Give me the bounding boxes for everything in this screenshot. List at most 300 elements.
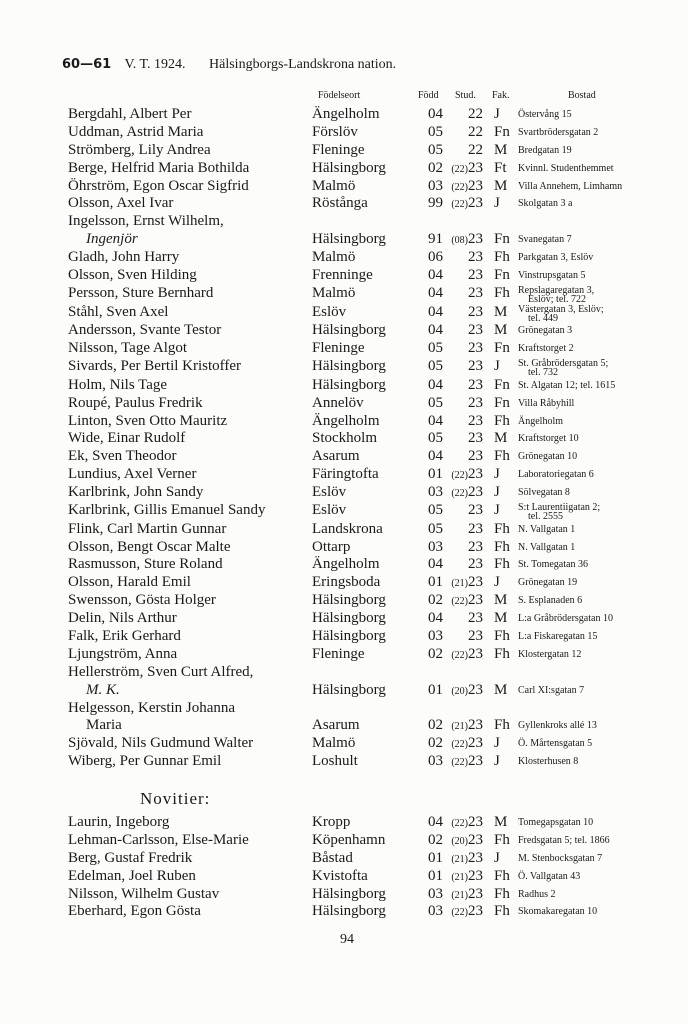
address <box>518 448 577 466</box>
address <box>518 484 570 502</box>
faculty: J <box>494 735 500 752</box>
birthplace: Hälsingborg <box>312 376 386 393</box>
study-year <box>445 195 483 214</box>
study-year-value: 23 <box>468 814 483 830</box>
birth-year: 05 <box>428 358 443 375</box>
student-name: Holm, Nils Tage <box>68 376 168 393</box>
list-item <box>62 814 682 832</box>
list-item <box>62 521 682 539</box>
address-line-2: tel. 449 <box>528 312 558 324</box>
birthplace: Hälsingborg <box>312 681 386 698</box>
address-line: St. Algatan 12; tel. 1615 <box>518 379 616 391</box>
study-year <box>445 814 483 833</box>
student-name: Linton, Sven Otto Mauritz <box>68 412 228 429</box>
student-name: Edelman, Joel Ruben <box>68 867 196 884</box>
faculty: Fh <box>494 831 510 848</box>
address <box>518 178 622 196</box>
list-item <box>62 213 682 231</box>
birthplace: Kvistofta <box>312 867 368 884</box>
list-item <box>62 322 682 340</box>
faculty: M <box>494 814 508 830</box>
student-name: Maria <box>86 717 122 734</box>
list-item <box>62 466 682 484</box>
address-line: N. Vallgatan 1 <box>518 523 576 535</box>
address <box>518 628 597 646</box>
list-item <box>62 413 682 431</box>
student-name: Ingelsson, Ernst Wilhelm, <box>68 213 224 230</box>
prior-study-year: (21) <box>451 578 468 590</box>
address-line: St. Tomegatan 36 <box>518 559 588 571</box>
student-name: Lundius, Axel Verner <box>68 466 197 483</box>
address <box>518 868 580 886</box>
birth-year: 04 <box>428 106 443 122</box>
birthplace: Annelöv <box>312 394 364 411</box>
study-year <box>445 868 483 887</box>
faculty: M <box>494 322 508 339</box>
student-name: Wide, Einar Rudolf <box>68 430 186 447</box>
column-header-studies: Stud. <box>455 90 476 101</box>
faculty: M <box>494 610 508 627</box>
list-item <box>62 903 682 921</box>
birthplace: Hälsingborg <box>312 592 386 609</box>
birth-year: 05 <box>428 123 443 140</box>
address <box>518 231 572 249</box>
study-year-value: 23 <box>468 249 483 266</box>
faculty: Fn <box>494 267 510 284</box>
birthplace: Frenninge <box>312 267 373 284</box>
study-year-value: 23 <box>468 628 483 645</box>
faculty: Fh <box>494 538 510 555</box>
faculty: Fh <box>494 556 510 573</box>
birth-year: 04 <box>428 284 443 301</box>
study-year-value: 23 <box>468 831 483 848</box>
study-year <box>445 628 483 647</box>
address <box>518 814 593 832</box>
birthplace: Asarum <box>312 717 360 734</box>
prior-study-year: (22) <box>451 181 468 193</box>
address-line: Fredsgatan 5; tel. 1866 <box>518 834 610 846</box>
student-name: Persson, Sture Bernhard <box>68 284 214 301</box>
student-name: Andersson, Svante Testor <box>68 322 222 339</box>
address-line: Vinstrupsgatan 5 <box>518 270 586 282</box>
birthplace: Hälsingborg <box>312 610 386 627</box>
study-year <box>445 886 483 905</box>
birth-year: 05 <box>428 394 443 411</box>
birthplace: Färingtofta <box>312 466 379 483</box>
faculty: J <box>494 849 500 866</box>
birthplace: Malmö <box>312 284 356 301</box>
list-item <box>62 664 682 682</box>
study-year <box>445 556 483 575</box>
study-year <box>445 521 483 540</box>
student-name: Uddman, Astrid Maria <box>68 123 204 140</box>
study-year-value: 23 <box>468 501 483 518</box>
birthplace: Köpenhamn <box>312 831 386 848</box>
address <box>518 832 610 850</box>
birth-year: 04 <box>428 267 443 284</box>
student-name: Ståhl, Sven Axel <box>68 303 169 320</box>
student-name: Hellerström, Sven Curt Alfred, <box>68 663 254 680</box>
nation-title: Hälsingborgs-Landskrona nation. <box>209 57 397 72</box>
student-name: Nilsson, Wilhelm Gustav <box>68 885 220 902</box>
student-name: Olsson, Bengt Oscar Malte <box>68 538 231 555</box>
student-name: Sjövald, Nils Gudmund Walter <box>68 735 254 752</box>
address-line: Bredgatan 19 <box>518 144 572 156</box>
birthplace: Ängelholm <box>312 412 380 429</box>
faculty: J <box>494 106 500 122</box>
student-name: Gladh, John Harry <box>68 249 180 266</box>
birth-year: 04 <box>428 412 443 429</box>
birthplace: Fleninge <box>312 340 365 357</box>
faculty: J <box>494 358 500 375</box>
address-line: Villa Annehem, Limhamn <box>518 180 623 192</box>
study-year <box>445 484 483 503</box>
birth-year: 05 <box>428 141 443 158</box>
address-line: Kraftstorget 2 <box>518 343 574 355</box>
address-line: Skolgatan 3 a <box>518 198 573 210</box>
faculty: Fh <box>494 645 510 662</box>
column-header-address: Bostad <box>568 90 596 101</box>
list-item <box>62 231 682 249</box>
birth-year: 99 <box>428 195 443 212</box>
address-line: Ängelholm <box>518 415 563 427</box>
address-line-2: tel. 732 <box>528 367 558 379</box>
study-year-value: 23 <box>468 267 483 284</box>
address-line: Svanegatan 7 <box>518 234 572 246</box>
address-line: Sölvegatan 8 <box>518 487 570 499</box>
address-line: S:t Laurentiigatan 2; <box>518 501 601 513</box>
study-year <box>445 142 483 161</box>
list-item <box>62 717 682 735</box>
address <box>518 521 575 539</box>
address <box>518 340 574 358</box>
faculty: Fn <box>494 123 510 140</box>
list-item <box>62 249 682 267</box>
list-item <box>62 142 682 160</box>
list-item <box>62 886 682 904</box>
faculty: Fh <box>494 249 510 266</box>
study-year <box>445 178 483 197</box>
address-line: N. Vallgatan 1 <box>518 541 576 553</box>
prior-study-year: (21) <box>451 721 468 733</box>
address <box>518 753 578 771</box>
student-name: Karlbrink, John Sandy <box>68 484 204 501</box>
list-item <box>62 106 682 124</box>
student-name: Berge, Helfrid Maria Bothilda <box>68 159 250 176</box>
address-line-2: tel. 2555 <box>528 510 563 522</box>
address <box>518 682 584 700</box>
birth-year: 04 <box>428 814 443 830</box>
address <box>518 735 592 753</box>
address <box>518 574 577 592</box>
study-year-value: 23 <box>468 394 483 411</box>
birth-year: 01 <box>428 574 443 591</box>
study-year-value: 22 <box>468 123 483 140</box>
study-year <box>445 430 483 449</box>
prior-study-year: (20) <box>451 685 468 697</box>
student-name: Eberhard, Egon Gösta <box>68 903 201 920</box>
birthplace: Malmö <box>312 735 356 752</box>
list-item <box>62 682 682 700</box>
address <box>518 249 593 267</box>
prior-study-year: (22) <box>451 163 468 175</box>
member-list <box>62 106 682 771</box>
study-year <box>445 735 483 754</box>
list-item <box>62 753 682 771</box>
study-year-value: 23 <box>468 466 483 483</box>
study-year <box>445 753 483 772</box>
address-line: Östervång 15 <box>518 109 572 120</box>
address <box>518 195 572 213</box>
birthplace: Ängelholm <box>312 106 380 122</box>
study-year <box>445 413 483 432</box>
faculty: Fh <box>494 628 510 645</box>
list-item <box>62 267 682 285</box>
birthplace: Asarum <box>312 448 360 465</box>
study-year <box>445 358 483 377</box>
list-item <box>62 700 682 718</box>
study-year <box>445 646 483 665</box>
birth-year: 04 <box>428 448 443 465</box>
faculty: J <box>494 195 500 212</box>
student-name: Nilsson, Tage Algot <box>68 340 188 357</box>
birthplace: Landskrona <box>312 520 383 537</box>
study-year <box>445 160 483 179</box>
study-year <box>445 502 483 521</box>
student-name: Öhrström, Egon Oscar Sigfrid <box>68 177 249 194</box>
prior-study-year: (22) <box>451 739 468 751</box>
birth-year: 05 <box>428 430 443 447</box>
study-year-value: 23 <box>468 284 483 301</box>
address-line: S. Esplanaden 6 <box>518 595 583 607</box>
address-line: Svartbrödersgatan 2 <box>518 126 599 138</box>
birth-year: 02 <box>428 717 443 734</box>
faculty: Fh <box>494 448 510 465</box>
birthplace: Hälsingborg <box>312 322 386 339</box>
prior-study-year: (22) <box>451 649 468 661</box>
birthplace: Hälsingborg <box>312 159 386 176</box>
study-year-value: 23 <box>468 484 483 501</box>
list-item <box>62 160 682 178</box>
address <box>518 359 608 377</box>
birthplace: Förslöv <box>312 123 358 140</box>
page-range: 60—61 <box>62 57 112 72</box>
birthplace: Stockholm <box>312 430 378 447</box>
faculty: Fh <box>494 885 510 902</box>
faculty: M <box>494 303 508 320</box>
student-name: Olsson, Harald Emil <box>68 574 191 591</box>
faculty: M <box>494 430 508 447</box>
address <box>518 466 594 484</box>
study-year <box>445 682 483 701</box>
birthplace: Fleninge <box>312 141 365 158</box>
birthplace: Eslöv <box>312 484 347 501</box>
section-title-novitier: Novitier: <box>140 789 211 808</box>
faculty: J <box>494 501 500 518</box>
prior-study-year: (22) <box>451 818 468 829</box>
study-year-value: 23 <box>468 610 483 627</box>
study-year <box>445 304 483 323</box>
study-year-value: 23 <box>468 340 483 357</box>
faculty: M <box>494 681 508 698</box>
list-item <box>62 195 682 213</box>
address-line: Ö. Mårtensgatan 5 <box>518 738 593 750</box>
list-item <box>62 285 682 304</box>
birth-year: 01 <box>428 681 443 698</box>
list-item <box>62 610 682 628</box>
birth-year: 01 <box>428 867 443 884</box>
faculty: M <box>494 177 508 194</box>
birthplace: Hälsingborg <box>312 885 386 902</box>
faculty: Fh <box>494 867 510 884</box>
address-line: St. Gråbrödersgatan 5; <box>518 358 609 370</box>
birthplace: Hälsingborg <box>312 358 386 375</box>
student-name: Berg, Gustaf Fredrik <box>68 849 193 866</box>
study-year <box>445 448 483 467</box>
birth-year: 04 <box>428 610 443 627</box>
faculty: Fn <box>494 376 510 393</box>
address <box>518 106 572 124</box>
birth-year: 02 <box>428 735 443 752</box>
study-year <box>445 340 483 359</box>
address-line: Grönegatan 3 <box>518 325 573 337</box>
address <box>518 395 574 413</box>
birth-year: 05 <box>428 340 443 357</box>
column-header-born: Född <box>418 90 439 101</box>
faculty: Fn <box>494 340 510 357</box>
study-year <box>445 377 483 396</box>
address-line: Repslagaregatan 3, <box>518 284 595 296</box>
address-line: Parkgatan 3, Eslöv <box>518 252 594 264</box>
study-year-value: 23 <box>468 556 483 573</box>
faculty: Fn <box>494 394 510 411</box>
birth-year: 02 <box>428 645 443 662</box>
novitier-list <box>62 814 682 921</box>
birth-year: 04 <box>428 376 443 393</box>
study-year <box>445 466 483 485</box>
study-year <box>445 124 483 143</box>
column-header-birthplace: Födelseort <box>318 90 361 101</box>
prior-study-year: (22) <box>451 488 468 500</box>
prior-study-year: (21) <box>451 871 468 883</box>
address <box>518 413 563 431</box>
birthplace: Hälsingborg <box>312 903 386 920</box>
address-line: Ö. Vallgatan 43 <box>518 870 581 882</box>
prior-study-year: (20) <box>451 835 468 847</box>
list-item <box>62 395 682 413</box>
address <box>518 610 613 628</box>
study-year <box>445 231 483 250</box>
study-year-value: 23 <box>468 177 483 194</box>
birth-year: 03 <box>428 885 443 902</box>
address-line: Carl XI:sgatan 7 <box>518 684 585 696</box>
prior-study-year: (08) <box>451 235 468 247</box>
address <box>518 503 600 521</box>
study-year-value: 23 <box>468 195 483 212</box>
address <box>518 322 572 340</box>
student-name: Olsson, Sven Hilding <box>68 267 197 284</box>
faculty: J <box>494 466 500 483</box>
study-year-value: 23 <box>468 159 483 176</box>
birthplace: Malmö <box>312 177 356 194</box>
address <box>518 124 598 142</box>
address-line: Västergatan 3, Eslöv; <box>518 303 604 315</box>
study-year-value: 23 <box>468 322 483 339</box>
list-item <box>62 868 682 886</box>
address-line-2: Eslöv; tel. 722 <box>528 293 587 305</box>
birth-year: 03 <box>428 753 443 770</box>
address <box>518 850 602 868</box>
study-year <box>445 574 483 593</box>
term: V. T. 1924. <box>124 57 186 72</box>
faculty: J <box>494 574 500 591</box>
student-name: Olsson, Axel Ivar <box>68 195 174 212</box>
student-name: Strömberg, Lily Andrea <box>68 141 211 158</box>
study-year <box>445 322 483 341</box>
list-item <box>62 735 682 753</box>
address <box>518 886 556 904</box>
address-line: Grönegatan 10 <box>518 451 578 463</box>
study-year <box>445 850 483 869</box>
birth-year: 03 <box>428 628 443 645</box>
faculty: M <box>494 592 508 609</box>
list-item <box>62 358 682 377</box>
address <box>518 717 597 735</box>
birthplace: Eslöv <box>312 303 347 320</box>
address <box>518 160 614 178</box>
study-year-value: 23 <box>468 645 483 662</box>
study-year-value: 23 <box>468 574 483 591</box>
study-year-value: 23 <box>468 520 483 537</box>
list-item <box>62 484 682 502</box>
study-year <box>445 395 483 414</box>
study-year-value: 23 <box>468 448 483 465</box>
list-item <box>62 592 682 610</box>
faculty: Fn <box>494 231 510 248</box>
address <box>518 430 579 448</box>
list-item <box>62 178 682 196</box>
student-name: Karlbrink, Gillis Emanuel Sandy <box>68 501 266 518</box>
birth-year: 02 <box>428 159 443 176</box>
list-item <box>62 556 682 574</box>
study-year-value: 23 <box>468 358 483 375</box>
birth-year: 02 <box>428 592 443 609</box>
faculty: J <box>494 753 500 770</box>
address <box>518 377 615 395</box>
address-line: Grönegatan 19 <box>518 577 578 589</box>
study-year-value: 22 <box>468 106 483 122</box>
study-year-value: 23 <box>468 735 483 752</box>
study-year <box>445 903 483 922</box>
student-name: Bergdahl, Albert Per <box>68 106 192 122</box>
list-item <box>62 628 682 646</box>
address-line: Klostergatan 12 <box>518 648 582 660</box>
page-number: 94 <box>340 932 354 947</box>
faculty: Ft <box>494 159 507 176</box>
birth-year: 03 <box>428 903 443 920</box>
student-name: Swensson, Gösta Holger <box>68 592 216 609</box>
address <box>518 539 575 557</box>
birth-year: 04 <box>428 322 443 339</box>
student-name: Helgesson, Kerstin Johanna <box>68 699 236 716</box>
study-year-value: 23 <box>468 681 483 698</box>
birthplace: Hälsingborg <box>312 628 386 645</box>
faculty: Fh <box>494 520 510 537</box>
address-line: M. Stenbocksgatan 7 <box>518 852 603 864</box>
birthplace: Malmö <box>312 249 356 266</box>
study-year-value: 23 <box>468 430 483 447</box>
student-name: Sivards, Per Bertil Kristoffer <box>68 358 242 375</box>
